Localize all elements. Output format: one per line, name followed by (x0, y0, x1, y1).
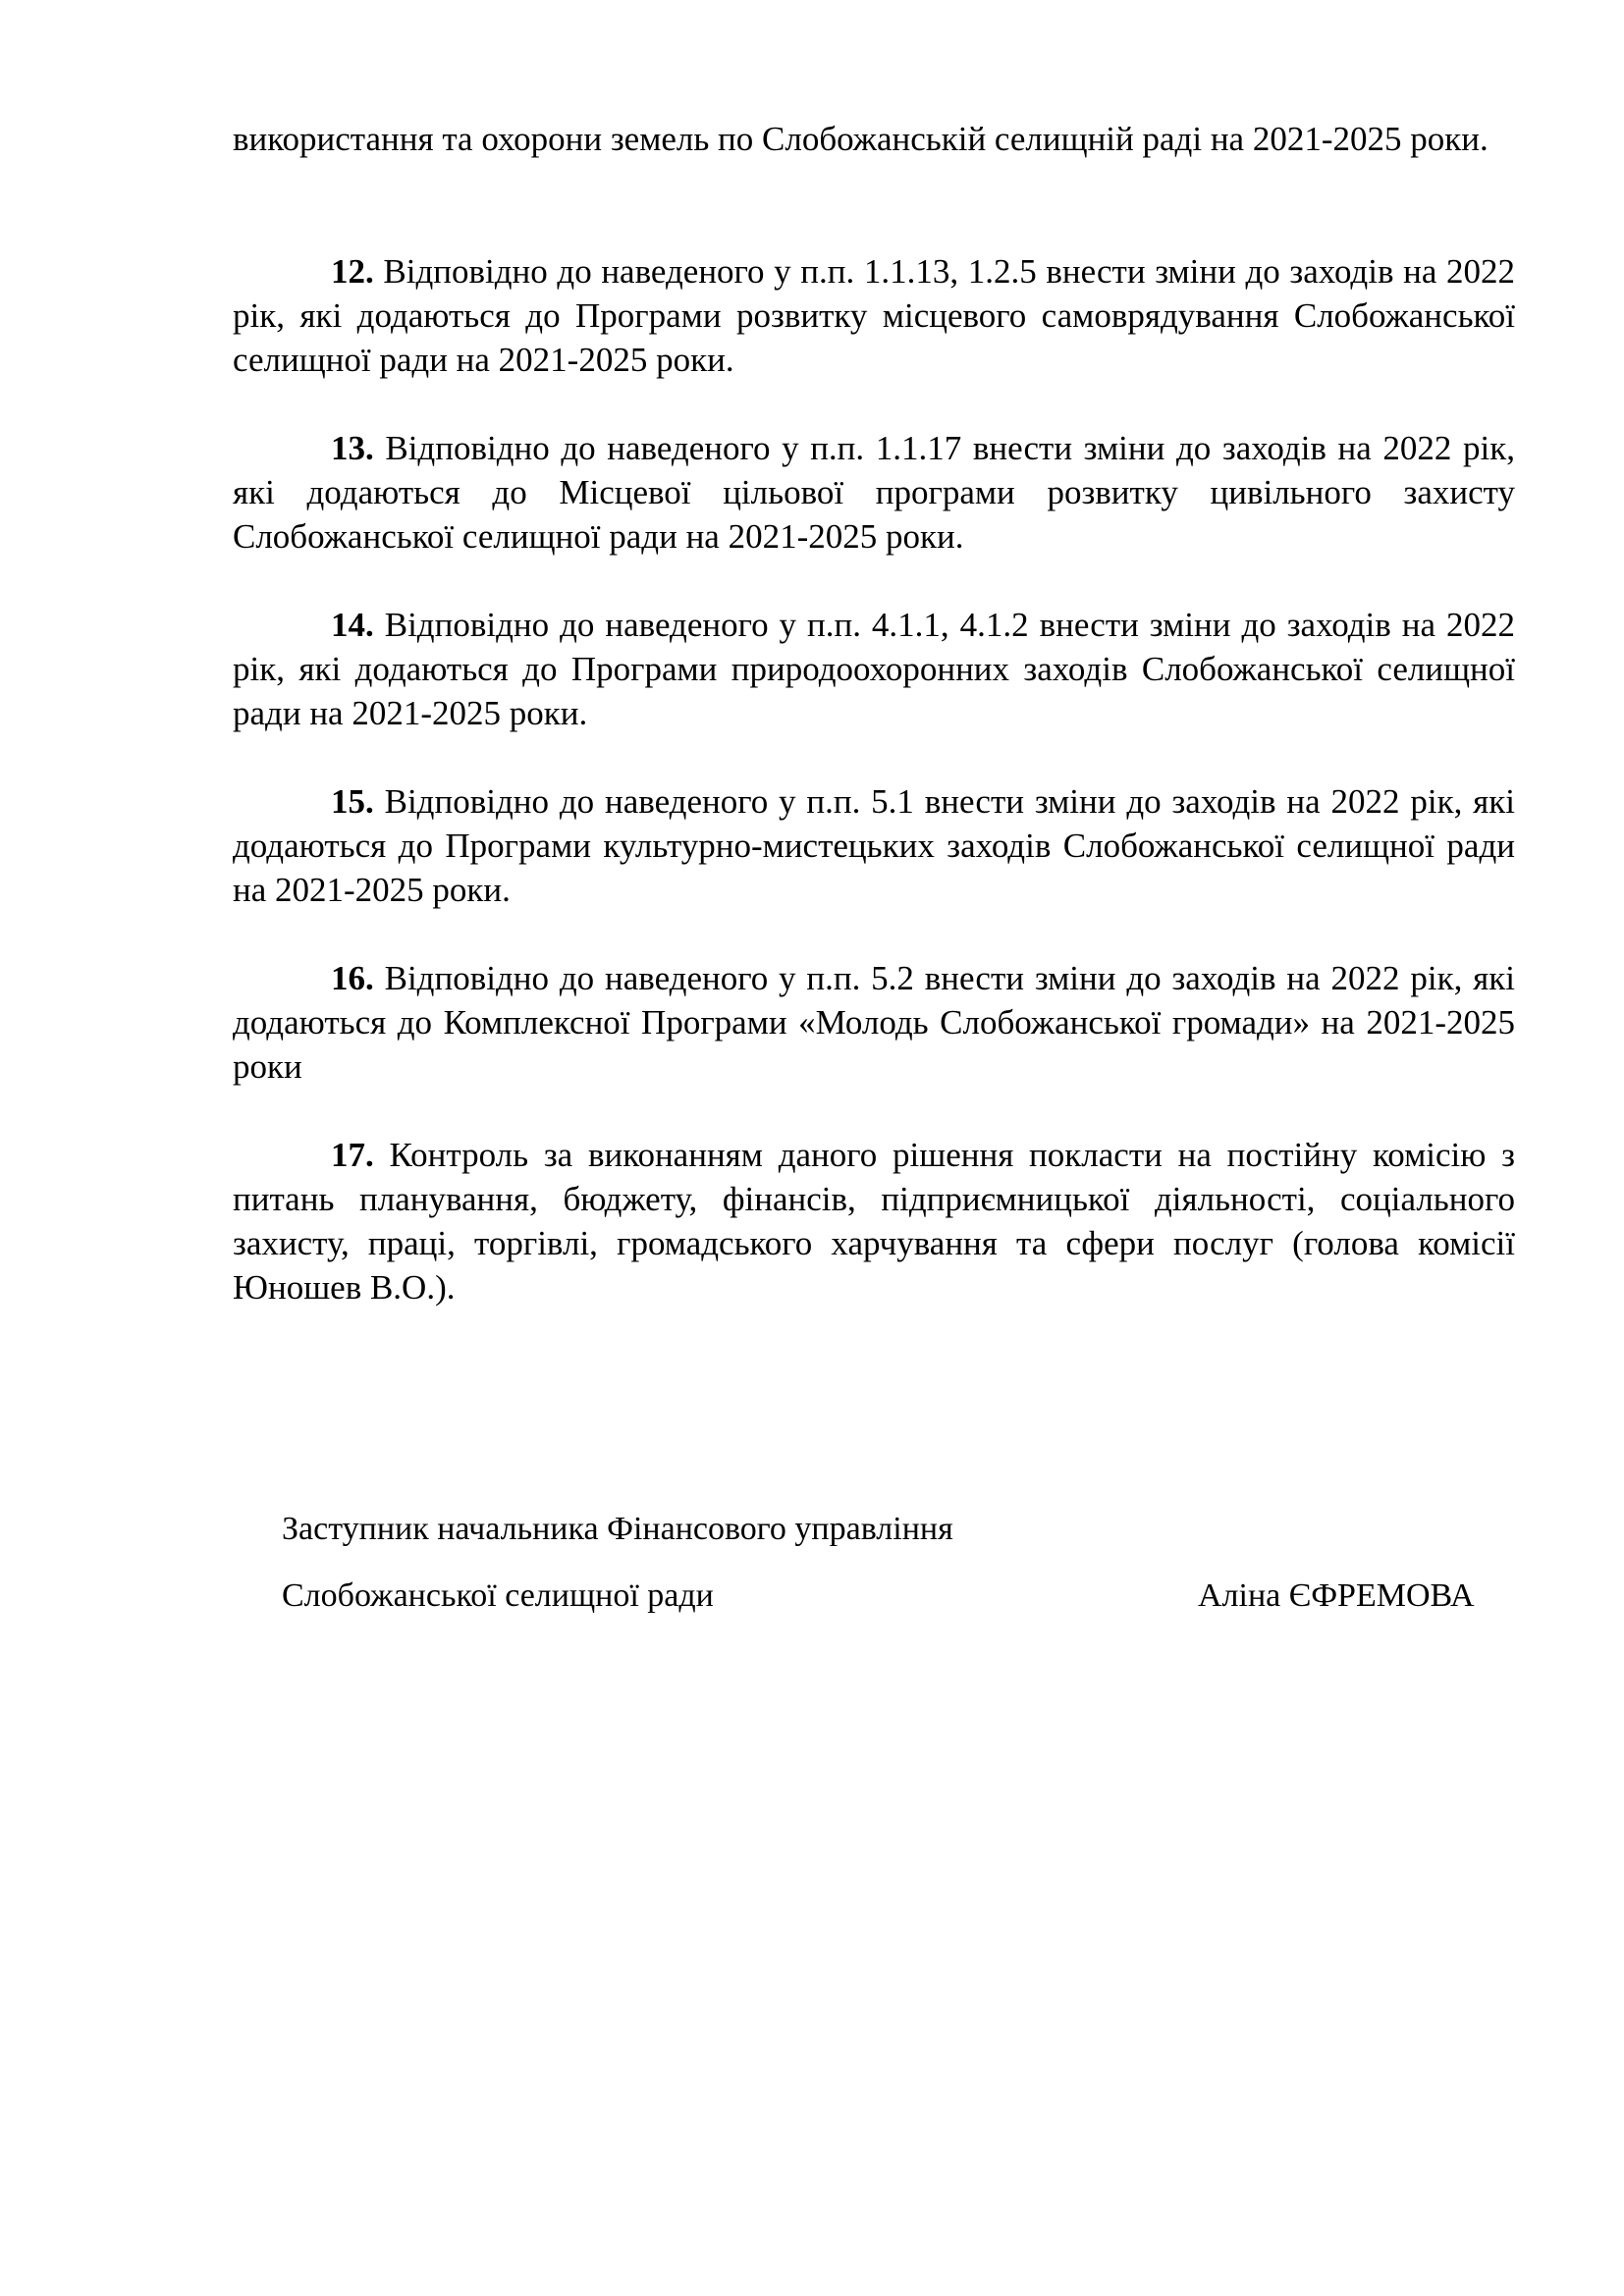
item-text: Відповідно до наведеного у п.п. 5.1 внести зміни до заходів на 2022 рік, які додаються до Програми культурно-мистецьких заходів Слобожанської селищної ради на 2021-2025 роки. (233, 782, 1515, 909)
item-text: Контроль за виконанням даного рішення покласти на постійну комісію з питань планування, бюджету, фінансів, підприємницької діяльності, соціального захисту, праці, торгівлі, громадського харчування та сфери послуг (голова комісії Юношев В.О.). (233, 1136, 1515, 1307)
item-number: 13. (331, 429, 374, 467)
item-number: 17. (331, 1136, 374, 1174)
signatory-position: Заступник начальника Фінансового управління (282, 1511, 953, 1547)
item-number: 16. (331, 959, 374, 997)
signatory-organization: Слобожанської селищної ради (282, 1577, 714, 1614)
decision-item-14 (233, 603, 1515, 735)
item-number: 14. (331, 606, 374, 644)
signatory-name: Аліна ЄФРЕМОВА (1198, 1577, 1475, 1614)
item-text: Відповідно до наведеного у п.п. 4.1.1, 4.1.2 внести зміни до заходів на 2022 рік, які додаються до Програми природоохоронних заходів Слобожанської селищної ради на 2021-2025 роки. (233, 606, 1515, 732)
decision-item-12 (233, 249, 1515, 382)
decision-item-13 (233, 426, 1515, 559)
item-text: Відповідно до наведеного у п.п. 1.1.13, 1.2.5 внести зміни до заходів на 2022 рік, які додаються до Програми розвитку місцевого самоврядування Слобожанської селищної ради на 2021-2025 роки. (233, 252, 1515, 379)
decision-item-17 (233, 1133, 1515, 1309)
item-text: Відповідно до наведеного у п.п. 1.1.17 внести зміни до заходів на 2022 рік, які додаються до Місцевої цільової програми розвитку цивільного захисту Слобожанської селищної ради на 2021-2025 роки. (233, 429, 1515, 556)
decision-item-16 (233, 956, 1515, 1089)
decision-item-15 (233, 779, 1515, 912)
lead-paragraph: використання та охорони земель по Слобожанській селищній раді на 2021-2025 роки. (233, 120, 1489, 158)
item-number: 15. (331, 782, 374, 821)
item-text: Відповідно до наведеного у п.п. 5.2 внести зміни до заходів на 2022 рік, які додаються до Комплексної Програми «Молодь Слобожанської громади» на 2021-2025 роки (233, 959, 1515, 1086)
item-number: 12. (331, 252, 374, 291)
